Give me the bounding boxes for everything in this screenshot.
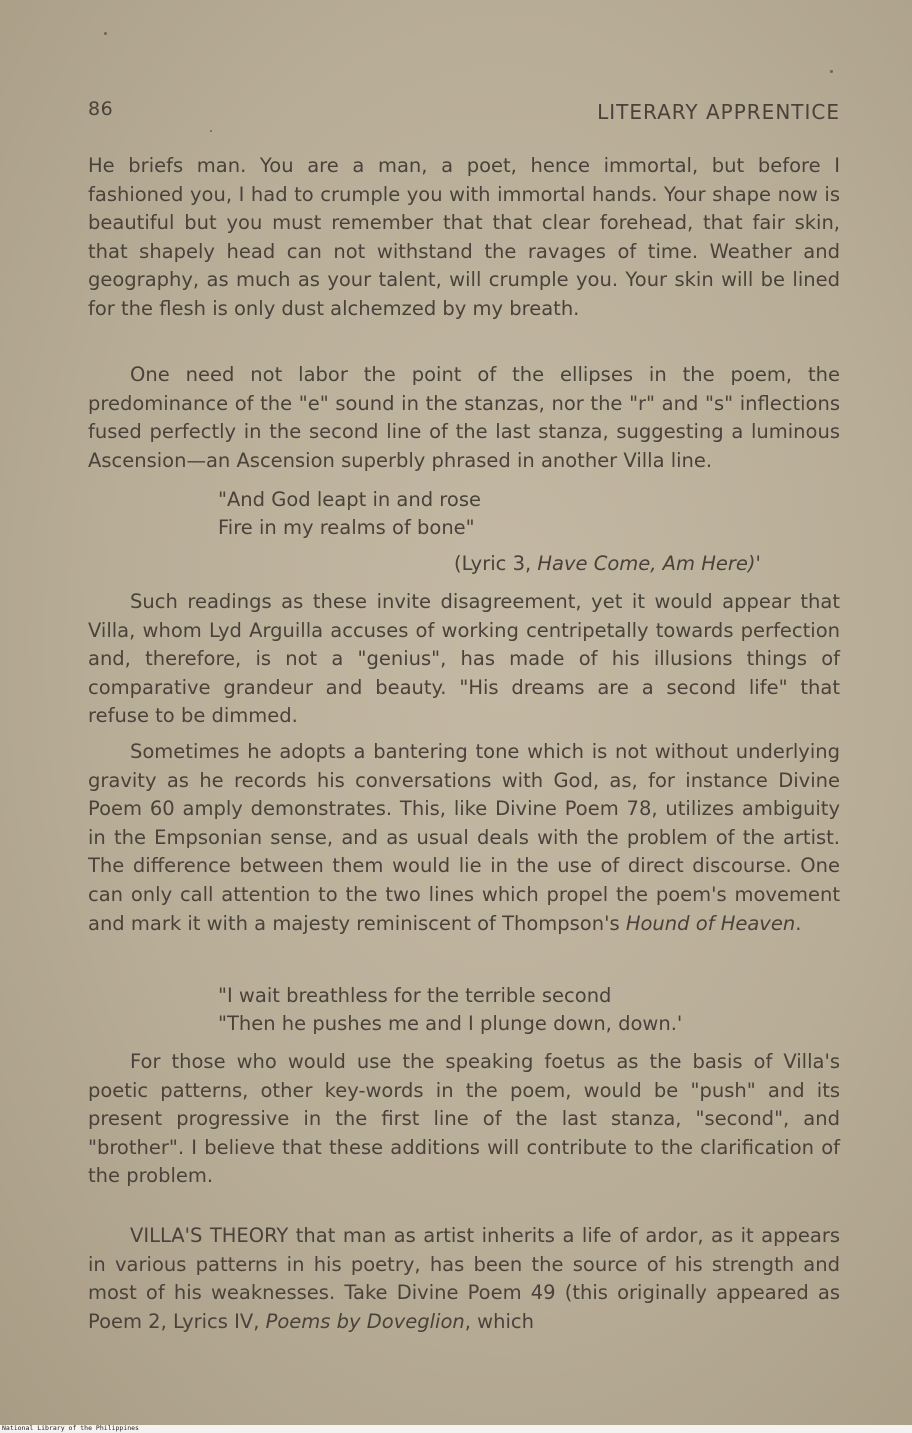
paragraph-6 [88, 1222, 840, 1336]
paper-speck [104, 32, 107, 35]
paragraph-3: Such readings as these invite disagreement, yet it would appear that Villa, whom Lyd Arguilla accuses of working centripetally towards perfection and, therefore, is not a "genius", has made of his illusions things of comparative grandeur and beauty. "His dreams are a second life" that refuse to be dimmed. [88, 590, 840, 728]
paragraph-4-end: . [795, 911, 802, 935]
paper-speck [830, 70, 833, 73]
quotation-1: "And God leapt in and rose Fire in my realms of bone" [218, 488, 481, 539]
library-credit: National Library of the Philippines [2, 1424, 139, 1432]
work-title-poems-by-doveglion: Poems by Doveglion [265, 1309, 465, 1333]
citation-1 [454, 552, 761, 575]
citation-1-title: Have Come, Am Here)' [537, 552, 761, 575]
paper-speck [210, 130, 212, 132]
work-title-hound-of-heaven: Hound of Heaven [625, 911, 796, 935]
paragraph-4-text: Sometimes he adopts a bantering tone which is not without underlying gravity as he records his conversations with God, as, for instance Divine Poem 60 amply demonstrates. This, like Divine Poem 78, utilizes ambiguity in the Empsonian sense, and as usual deals with the problem of the artist. The difference between them would lie in the use of direct discourse. One can only call attention to the two lines which propel the poem's movement and mark it with a majesty reminiscent of Thompson's [88, 740, 840, 935]
paragraph-6-text: VILLA'S THEORY that man as artist inherits a life of ardor, as it appears in various patterns in his poetry, has been the source of his strength and most of his weaknesses. Take Divine Poem 49 (this originally appeared as Poem 2, Lyrics IV, [88, 1224, 840, 1333]
paragraph-4 [88, 738, 840, 938]
page-number: 86 [88, 98, 114, 120]
citation-1-prefix: (Lyric 3, [454, 552, 538, 575]
paragraph-1: He briefs man. You are a man, a poet, hence immortal, but before I fashioned you, I had to crumple you with immortal hands. Your shape now is beautiful but you must remember that that clear forehead, that fair skin, that shapely head can not withstand the ravages of time. Weather and geography, as much as your talent, will crumple you. Your skin will be lined for the flesh is only dust alchemzed by my breath. [88, 154, 840, 320]
running-title: LITERARY APPRENTICE [597, 100, 840, 124]
paragraph-6-end: , which [464, 1309, 534, 1333]
paragraph-2: One need not labor the point of the ellipses in the poem, the predominance of the "e" sound in the stanzas, nor the "r" and "s" inflections fused perfectly in the second line of the last stanza, suggesting a luminous Ascension—an Ascension superbly phrased in another Villa line. [88, 363, 840, 472]
paragraph-5: For those who would use the speaking foetus as the basis of Villa's poetic patterns, other key-words in the poem, would be "push" and its present progressive in the first line of the last stanza, "second", and "brother". I believe that these additions will contribute to the clarification of the problem. [88, 1050, 840, 1188]
quotation-2: "I wait breathless for the terrible second "Then he pushes me and I plunge down, down.' [218, 984, 683, 1035]
